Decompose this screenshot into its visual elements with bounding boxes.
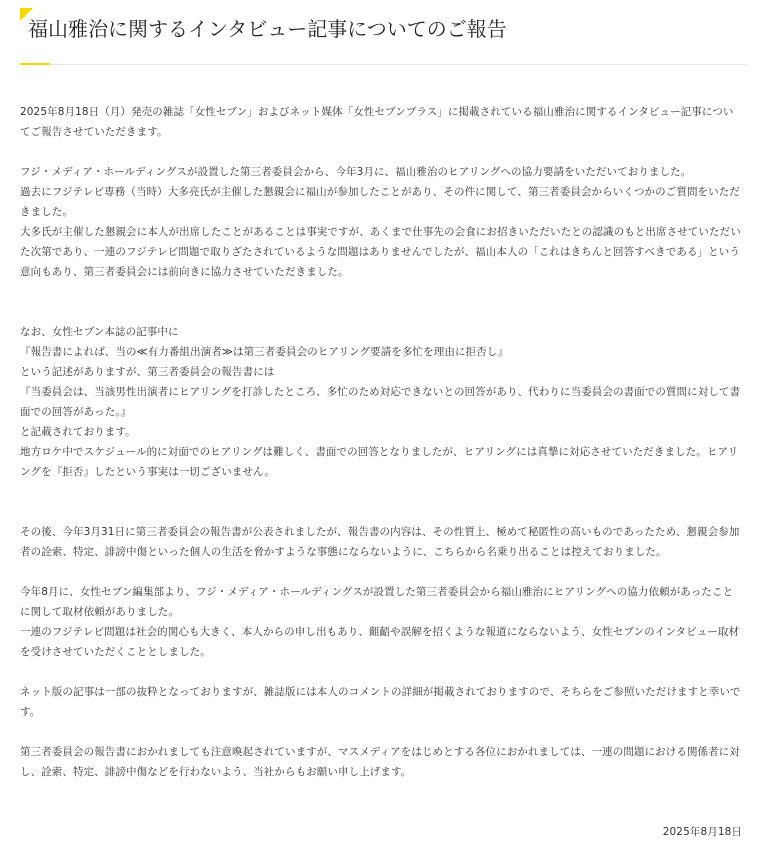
quote-article: 『報告書によれば、当の≪有力番組出演者≫は第三者委員会のヒアリング要請を多忙を理由に拒否し』 bbox=[20, 346, 508, 358]
paragraph-interview-request: 今年8月に、女性セブン編集部より、フジ・メディア・ホールディングスが設置した第三者委員会から福山雅治にヒアリングへの協力依頼があったことに関して取材依頼がありました。 bbox=[20, 586, 734, 618]
paragraph-recorded: と記載されております。 bbox=[20, 426, 136, 438]
article-body bbox=[20, 102, 742, 842]
paragraph-party-questions: 過去にフジテレビ専務（当時）大多亮氏が主催した懇親会に福山が参加したことがあり、その件に関して、第三者委員会からいくつかのご質問をいただきました。 bbox=[20, 186, 740, 218]
quote-report: 『当委員会は、当該男性出演者にヒアリングを打診したところ、多忙のため対応できないとの回答があり、代わりに当委員会の書面での質問に対して書面での回答があった。』 bbox=[20, 386, 741, 418]
paragraph-report-published: その後、今年3月31日に第三者委員会の報告書が公表されましたが、報告書の内容は、その性質上、極めて秘匿性の高いものであったため、懇親会参加者の詮索、特定、誹謗中傷といった個人の生活を脅かすような事態にならないように、こちらから名乗り出ることは控えておりました。 bbox=[20, 526, 740, 558]
title-divider bbox=[20, 64, 746, 65]
page-title: 福山雅治に関するインタビュー記事についてのご報告 bbox=[28, 17, 507, 41]
page-header bbox=[20, 8, 746, 65]
title-divider-accent bbox=[20, 63, 50, 65]
paragraph-cooperation: 大多氏が主催した懇親会に本人が出席したことがあることは事実ですが、あくまで仕事先の会食にお招きいただいたとの認識のもと出席させていただいた次第であり、一連のフジテレビ問題で取りざたされているような問題はありませんでしたが、福山本人の「これはきちんと回答すべきである」という意向もあり、第三者委員会には前向きに協力させていただきました。 bbox=[20, 226, 741, 278]
paragraph-no-refusal: 地方ロケ中でスケジュール的に対面でのヒアリングは難しく、書面での回答となりましたが、ヒアリングには真摯に対応させていただきました。ヒアリングを『拒否』したという事実は一切ございません。 bbox=[20, 446, 739, 478]
paragraph-hearing-request: フジ・メディア・ホールディングスが設置した第三者委員会から、今年3月に、福山雅治のヒアリングへの協力要請をいただいておりました。 bbox=[20, 166, 692, 178]
paragraph-report-intro: という記述がありますが、第三者委員会の報告書には bbox=[20, 366, 275, 378]
publish-date: 2025年8月18日 bbox=[662, 826, 742, 838]
paragraph-interview-accepted: 一連のフジテレビ問題は社会的関心も大きく、本人からの申し出もあり、齟齬や誤解を招くような報道にならないよう、女性セブンのインタビュー取材を受けさせていただくこととしました。 bbox=[20, 626, 740, 658]
intro-paragraph: 2025年8月18日（月）発売の雑誌「女性セブン」およびネット媒体「女性セブンプラス」に掲載されている福山雅治に関するインタビュー記事についてご報告させていただきます。 bbox=[20, 106, 734, 138]
paragraph-request: 第三者委員会の報告書におかれましても注意喚起されていますが、マスメディアをはじめとする各位におかれましては、一連の問題における関係者に対し、詮索、特定、誹謗中傷などを行わないよう、当社からもお願い申し上げます。 bbox=[20, 746, 740, 778]
paragraph-note-intro: なお、女性セブン本誌の記事中に bbox=[20, 326, 179, 338]
paragraph-web-version: ネット版の記事は一部の抜粋となっておりますが、雑誌版には本人のコメントの詳細が掲載されておりますので、そちらをご参照いただけますと幸いです。 bbox=[20, 686, 741, 718]
